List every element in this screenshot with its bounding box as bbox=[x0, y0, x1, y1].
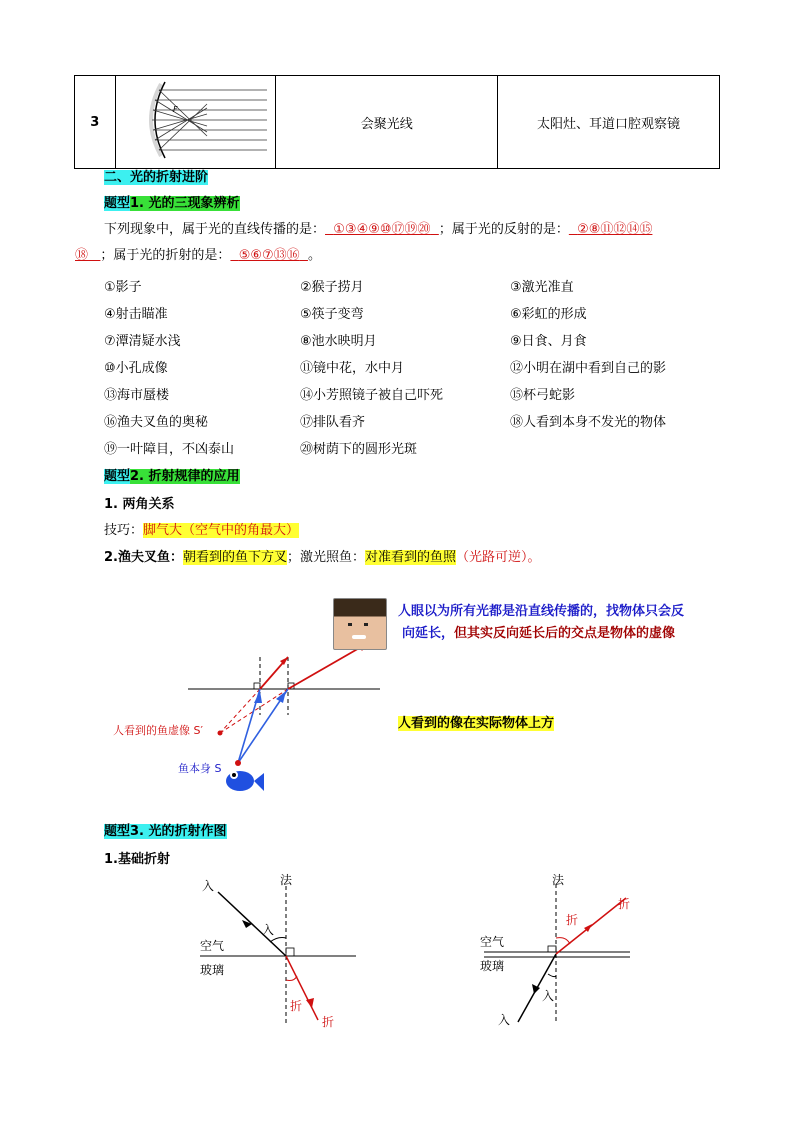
list-item: ③激光准直 bbox=[510, 280, 574, 295]
list-item: ⑲一叶障目，不凶泰山 bbox=[104, 442, 235, 457]
type2-heading: 题型2. 折射规律的应用 bbox=[104, 469, 240, 484]
concave-mirror-diagram bbox=[117, 76, 275, 164]
explanation-note: 人眼以为所有光都是沿直线传播的，找物体只会反 向延长，但其实反向延长后的交点是物体的虚像 bbox=[398, 604, 685, 641]
question-line-2: ⑱ ；属于光的折射的是： ⑤⑥⑦⑬⑯ 。 bbox=[75, 248, 321, 263]
table-row bbox=[75, 76, 720, 169]
answer-refract: ⑤⑥⑦⑬⑯ bbox=[238, 248, 300, 263]
list-item: ⑨日食、月食 bbox=[510, 334, 587, 349]
mirror-table bbox=[74, 75, 720, 169]
type3-heading: 题型3. 光的折射作图 bbox=[104, 824, 227, 839]
refract-angle-label: 折 bbox=[566, 913, 579, 927]
refract-label: 折 bbox=[322, 1015, 335, 1029]
list-item: ⑤筷子变弯 bbox=[300, 307, 364, 322]
list-item: ⑰排队看齐 bbox=[300, 415, 366, 430]
incident-label: 入 bbox=[202, 879, 215, 893]
incident-angle-label: 入 bbox=[262, 923, 275, 937]
refract-angle-label: 折 bbox=[290, 999, 303, 1013]
list-item: ⑥彩虹的形成 bbox=[510, 307, 587, 322]
type2-sub1: 1. 两角关系 bbox=[104, 497, 175, 512]
virtual-image-label: 人看到的鱼虚像 S′ bbox=[113, 724, 203, 737]
incident-angle-label: 入 bbox=[542, 989, 555, 1003]
type3-sub1: 1.基础折射 bbox=[104, 852, 170, 867]
conclusion-note: 人看到的像在实际物体上方 bbox=[398, 716, 555, 731]
air-label: 空气 bbox=[200, 939, 225, 953]
focus-label: F bbox=[172, 105, 178, 114]
mirror-application: 太阳灶、耳道口腔观察镜 bbox=[498, 76, 720, 169]
tip-line: 技巧：脚气大（空气中的角最大） bbox=[104, 523, 300, 538]
glass-label: 玻璃 bbox=[200, 963, 225, 977]
row-number: 3 bbox=[75, 76, 116, 169]
list-item: ⑦潭清疑水浅 bbox=[104, 334, 181, 349]
answer-reflect: ②⑧⑪⑫⑭⑮ bbox=[577, 222, 653, 237]
list-item: ⑯渔夫叉鱼的奥秘 bbox=[104, 415, 209, 430]
normal-label: 法 bbox=[280, 873, 293, 887]
list-item: ①影子 bbox=[104, 280, 142, 295]
glass-to-air-diagram bbox=[474, 870, 654, 1030]
incident-label: 入 bbox=[498, 1013, 511, 1027]
list-item: ⑭小芳照镜子被自己吓死 bbox=[300, 388, 444, 403]
person-photo bbox=[333, 598, 387, 650]
mirror-function: 会聚光线 bbox=[276, 76, 498, 169]
glass-label: 玻璃 bbox=[480, 959, 505, 973]
list-item: ⑫小明在湖中看到自己的影 bbox=[510, 361, 667, 376]
fish-tip-line: 2.渔夫叉鱼：朝看到的鱼下方叉；激光照鱼：对准看到的鱼照（光路可逆）。 bbox=[104, 550, 541, 565]
concave-mirror-figure bbox=[115, 76, 276, 169]
list-item: ②猴子捞月 bbox=[300, 280, 364, 295]
list-item: ④射击瞄准 bbox=[104, 307, 168, 322]
section-heading: 二、光的折射进阶 bbox=[104, 170, 209, 185]
list-item: ⑬海市蜃楼 bbox=[104, 388, 170, 403]
fish-label: 鱼本身 S bbox=[178, 762, 222, 775]
type1-heading: 题型1. 光的三现象辨析 bbox=[104, 196, 240, 211]
list-item: ⑧池水映明月 bbox=[300, 334, 377, 349]
list-item: ⑳树荫下的圆形光斑 bbox=[300, 442, 418, 457]
list-item: ⑩小孔成像 bbox=[104, 361, 168, 376]
normal-label: 法 bbox=[552, 873, 565, 887]
list-item: ⑪镜中花，水中月 bbox=[300, 361, 405, 376]
air-label: 空气 bbox=[480, 935, 505, 949]
list-item: ⑮杯弓蛇影 bbox=[510, 388, 576, 403]
refract-label: 折 bbox=[618, 897, 631, 911]
question-line-1: 下列现象中，属于光的直线传播的是： ①③④⑨⑩⑰⑲⑳ ；属于光的反射的是： ②⑧⑪⑫⑭⑮ bbox=[104, 222, 653, 237]
answer-straight: ①③④⑨⑩⑰⑲⑳ bbox=[333, 222, 431, 237]
air-to-glass-diagram bbox=[190, 870, 370, 1030]
list-item: ⑱人看到本身不发光的物体 bbox=[510, 415, 667, 430]
